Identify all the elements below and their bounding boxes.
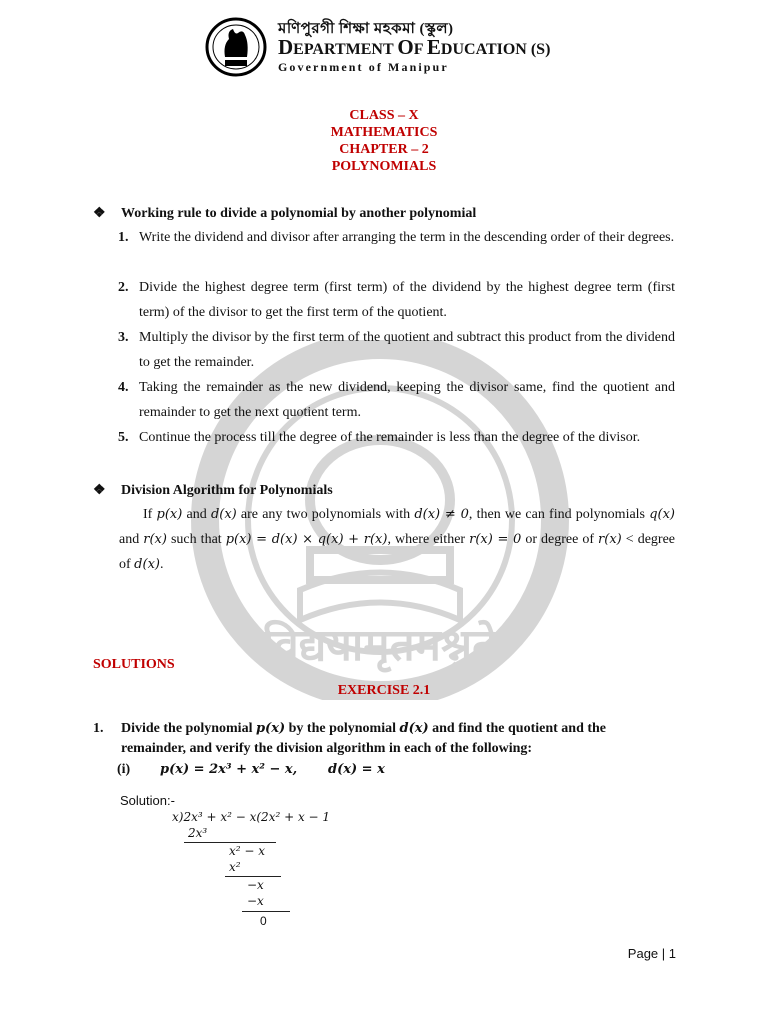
class-title: CLASS – X [349,108,419,123]
long-division-line-3: x² − x [229,844,266,858]
step-text: Write the dividend and divisor after arranging the term in the descending order of their degrees. [139,230,675,245]
step-4 [118,375,675,425]
long-division-line-2: 2x³ [188,826,208,840]
division-rule [242,911,290,912]
step-number: 2. [118,280,129,295]
long-division-line-4: x² [229,860,241,874]
part-polynomial: p(x) = 2x³ + x² − x, [160,762,298,777]
long-division-line-1: x)2x³ + x² − x(2x² + x − 1 [172,810,331,824]
division-algorithm-heading [93,482,333,499]
letterhead [205,14,625,78]
solutions-heading: SOLUTIONS [93,657,175,672]
division-algorithm-heading-text: Division Algorithm for Polynomials [121,483,333,498]
chapter-title: CHAPTER – 2 [339,142,429,157]
division-algorithm-paragraph: If p(x) and d(x) are any two polynomials with d(x) ≠ 0, then we can find polynomials q(x) and r(x) such that p(x) = d(x) × q(x) + r(x), where either r(x) = 0 or degree of r(x) < degree of d(x). [119,507,676,572]
step-1 [118,225,675,250]
government-subtitle: Government of Manipur [278,60,449,74]
watermark-motto: विद्ययामृतमश्नुते [262,620,498,671]
division-rule [184,842,276,843]
working-rule-heading-text: Working rule to divide a polynomial by another polynomial [121,206,477,221]
working-rule-heading [93,205,476,222]
question-text: Divide the polynomial p(x) by the polynomial d(x) and find the quotient and the remainder, and verify the division algorithm in each of the following: [121,721,607,756]
step-number: 3. [118,330,129,345]
step-text: Multiply the divisor by the first term of the quotient and subtract this product from the dividend to get the remainder. [139,330,675,370]
subject-title: MATHEMATICS [330,125,438,140]
page-number: Page | 1 [627,946,676,961]
long-division-remainder: 0 [260,914,267,928]
exercise-heading: EXERCISE 2.1 [337,683,431,698]
step-number: 4. [118,380,129,395]
division-rule [225,876,281,877]
step-text: Divide the highest degree term (first term) of the dividend by the highest degree term (first term) of the divisor to get the first term of the quotient. [139,280,675,320]
step-5 [118,425,675,450]
topic-title: POLYNOMIALS [331,159,437,174]
solution-label: Solution:- [120,793,175,808]
header-script-line: মণিপুরগী শিক্ষা মহকমা (স্কুল) [278,21,454,37]
part-divisor: d(x) = x [328,762,385,777]
step-number: 5. [118,430,129,445]
long-division-line-5: −x [247,878,264,892]
manipur-emblem-icon [205,17,267,77]
step-text: Taking the remainder as the new dividend, keeping the divisor same, find the quotient and remainder to get the next quotient term. [139,380,675,420]
step-text: Continue the process till the degree of the remainder is less than the degree of the divisor. [139,430,641,445]
long-division-line-6: −x [247,894,264,908]
diamond-bullet-icon: ❖ [93,206,106,221]
part-label: (i) [117,762,131,777]
question-number: 1. [93,721,104,736]
step-2 [118,275,675,325]
step-number: 1. [118,230,129,245]
diamond-bullet-icon: ❖ [93,483,106,498]
department-title: DEPARTMENT OF EDUCATION (S) [278,35,551,59]
step-3 [118,325,675,375]
